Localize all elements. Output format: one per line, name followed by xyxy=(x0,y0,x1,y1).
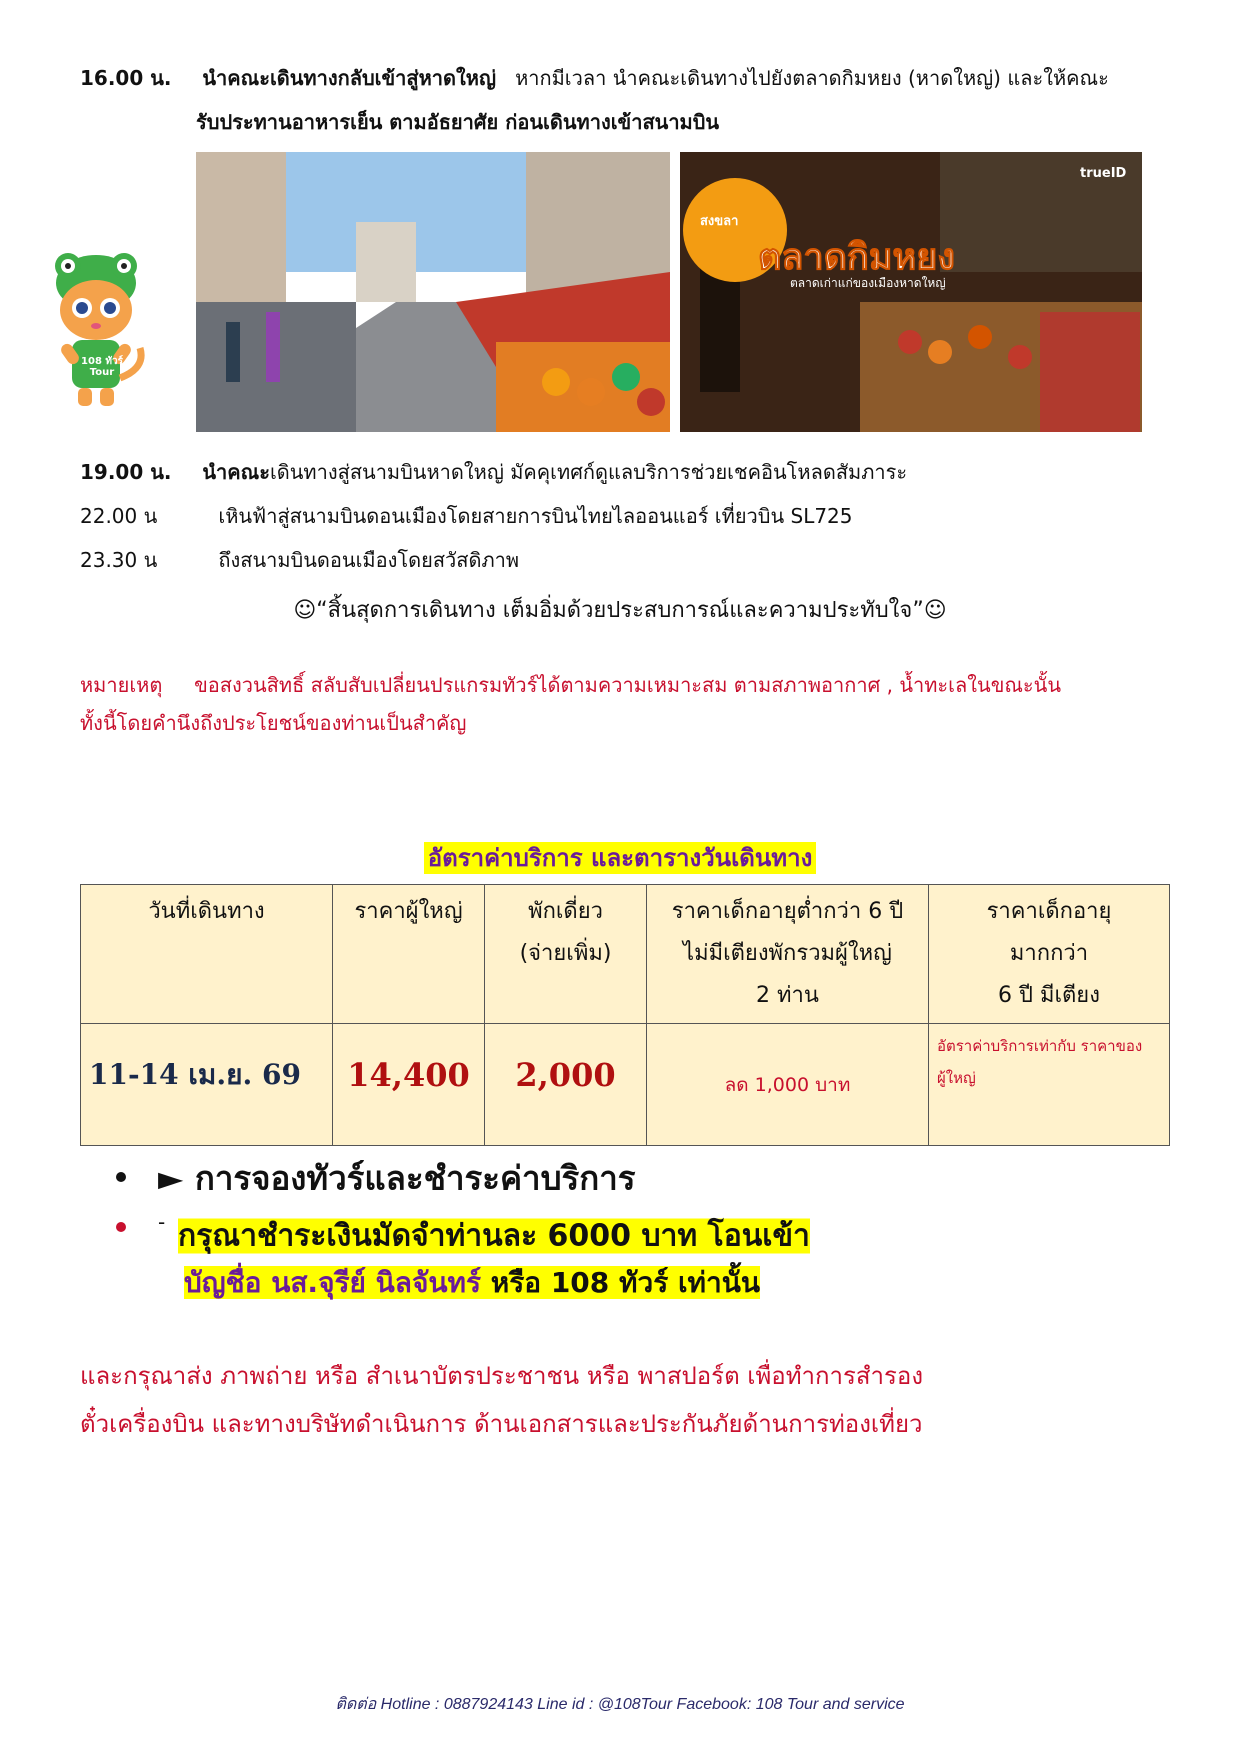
bold-text: นำคณะ xyxy=(202,460,270,484)
deposit-line1-wrap xyxy=(178,1213,810,1260)
itinerary-row-1 xyxy=(80,64,1109,92)
deposit-line2-rest: หรือ 108 ทัวร์ เท่านั้น xyxy=(481,1266,761,1299)
deposit-line2-wrap xyxy=(184,1261,760,1305)
documents-note xyxy=(80,1352,923,1448)
mascot-illustration xyxy=(36,248,156,428)
time: 22.00 น xyxy=(80,504,158,528)
cell-child-under6: ลด 1,000 บาท xyxy=(647,1024,929,1146)
header-date: วันที่เดินทาง xyxy=(81,885,333,1024)
header-child-under6: ราคาเด็กอายุต่ำกว่า 6 ปี ไม่มีเตียงพักรวมผู้ใหญ่ 2 ท่าน xyxy=(647,885,929,1024)
market-title: ตลาดกิมหยง xyxy=(758,237,955,278)
account-name: บัญชื่อ นส.จุรีย์ นิลจันทร์ xyxy=(184,1266,482,1299)
text: เหินฟ้าสู่สนามบินดอนเมืองโดยสายการบินไทยไลออนแอร์ เที่ยวบิน SL725 xyxy=(218,504,853,528)
text: ถึงสนามบินดอนเมืองโดยสวัสดิภาพ xyxy=(218,548,520,572)
rates-table xyxy=(80,884,1170,1146)
closing-message: ☺“สิ้นสุดการเดินทาง เต็มอิ่มด้วยประสบการณ์และความประทับใจ”☺ xyxy=(293,598,947,623)
cell-single-price: 2,000 xyxy=(485,1024,647,1146)
bullet-1 xyxy=(116,1172,126,1182)
dash: - xyxy=(158,1210,166,1234)
bold-text: นำคณะเดินทางกลับเข้าสู่หาดใหญ่ xyxy=(202,66,497,90)
kimyong-market-photo xyxy=(680,152,1142,432)
itinerary-row-1-line2: รับประทานอาหารเย็น ตามอัธยาศัย ก่อนเดินทางเข้าสนามบิน xyxy=(196,110,720,134)
text: เดินทางสู่สนามบินหาดใหญ่ มัคคุเทศก์ดูแลบริการช่วยเชคอินโหลดสัมภาระ xyxy=(269,460,908,484)
rates-title-wrap xyxy=(0,838,1240,877)
itinerary-row-4 xyxy=(80,546,519,574)
itinerary-row-2 xyxy=(80,458,907,486)
table-header-row xyxy=(81,885,1170,1024)
mascot-cat xyxy=(36,248,156,428)
market-subtitle: ตลาดเก่าแก่ของเมืองหาดใหญ่ xyxy=(790,276,946,290)
header-adult: ราคาผู้ใหญ่ xyxy=(333,885,485,1024)
time: 19.00 น. xyxy=(80,460,172,484)
header-child-over6: ราคาเด็กอายุ มากกว่า 6 ปี มีเตียง xyxy=(929,885,1170,1024)
remark-label: หมายเหตุ xyxy=(80,673,163,697)
remark xyxy=(80,666,1180,742)
time: 23.30 น xyxy=(80,548,158,572)
deposit-line1: กรุณาชำระเงินมัดจำท่านละ 6000 บาท โอนเข้า xyxy=(178,1218,810,1254)
cell-date: 11-14 เม.ย. 69 xyxy=(81,1024,333,1146)
street-market-photo xyxy=(196,152,670,432)
table-row xyxy=(81,1024,1170,1146)
mascot-label: 108 ทัวร์ Tour xyxy=(81,356,123,378)
trueid-watermark: trueID xyxy=(1080,166,1127,181)
rates-title: อัตราค่าบริการ และตารางวันเดินทาง xyxy=(424,842,817,874)
header-single: พักเดี่ยว (จ่ายเพิ่ม) xyxy=(485,885,647,1024)
remark-line1: ขอสงวนสิทธิ์ สลับสับเปลี่ยนปรแกรมทัวร์ได้ตามความเหมาะสม ตามสภาพอากาศ , น้ำทะเลในขณะนั้น xyxy=(194,673,1062,697)
badge-songkhla: สงขลา xyxy=(700,214,739,229)
footer-contact: ติดต่อ Hotline : 0887924143 Line id : @108Tour Facebook: 108 Tour and service xyxy=(335,1696,905,1713)
documents-line2: ตั๋วเครื่องบิน และทางบริษัทดำเนินการ ด้านเอกสารและประกันภัยด้านการท่องเที่ยว xyxy=(80,1410,923,1438)
remark-line2: ทั้งนี้โดยคำนึงถึงประโยชน์ของท่านเป็นสำคัญ xyxy=(80,711,467,735)
documents-line1: และกรุณาส่ง ภาพถ่าย หรือ สำเนาบัตรประชาชน หรือ พาสปอร์ต เพื่อทำการสำรอง xyxy=(80,1362,924,1390)
itinerary-row-3 xyxy=(80,502,853,530)
cell-child-over6: อัตราค่าบริการเท่ากับ ราคาของผู้ใหญ่ xyxy=(929,1024,1170,1146)
booking-heading: ► การจองทัวร์และชำระค่าบริการ xyxy=(158,1158,636,1198)
time: 16.00 น. xyxy=(80,66,172,90)
text: หากมีเวลา นำคณะเดินทางไปยังตลาดกิมหยง (หาดใหญ่) และให้คณะ xyxy=(515,66,1109,90)
bullet-2 xyxy=(116,1222,126,1232)
cell-adult-price: 14,400 xyxy=(333,1024,485,1146)
